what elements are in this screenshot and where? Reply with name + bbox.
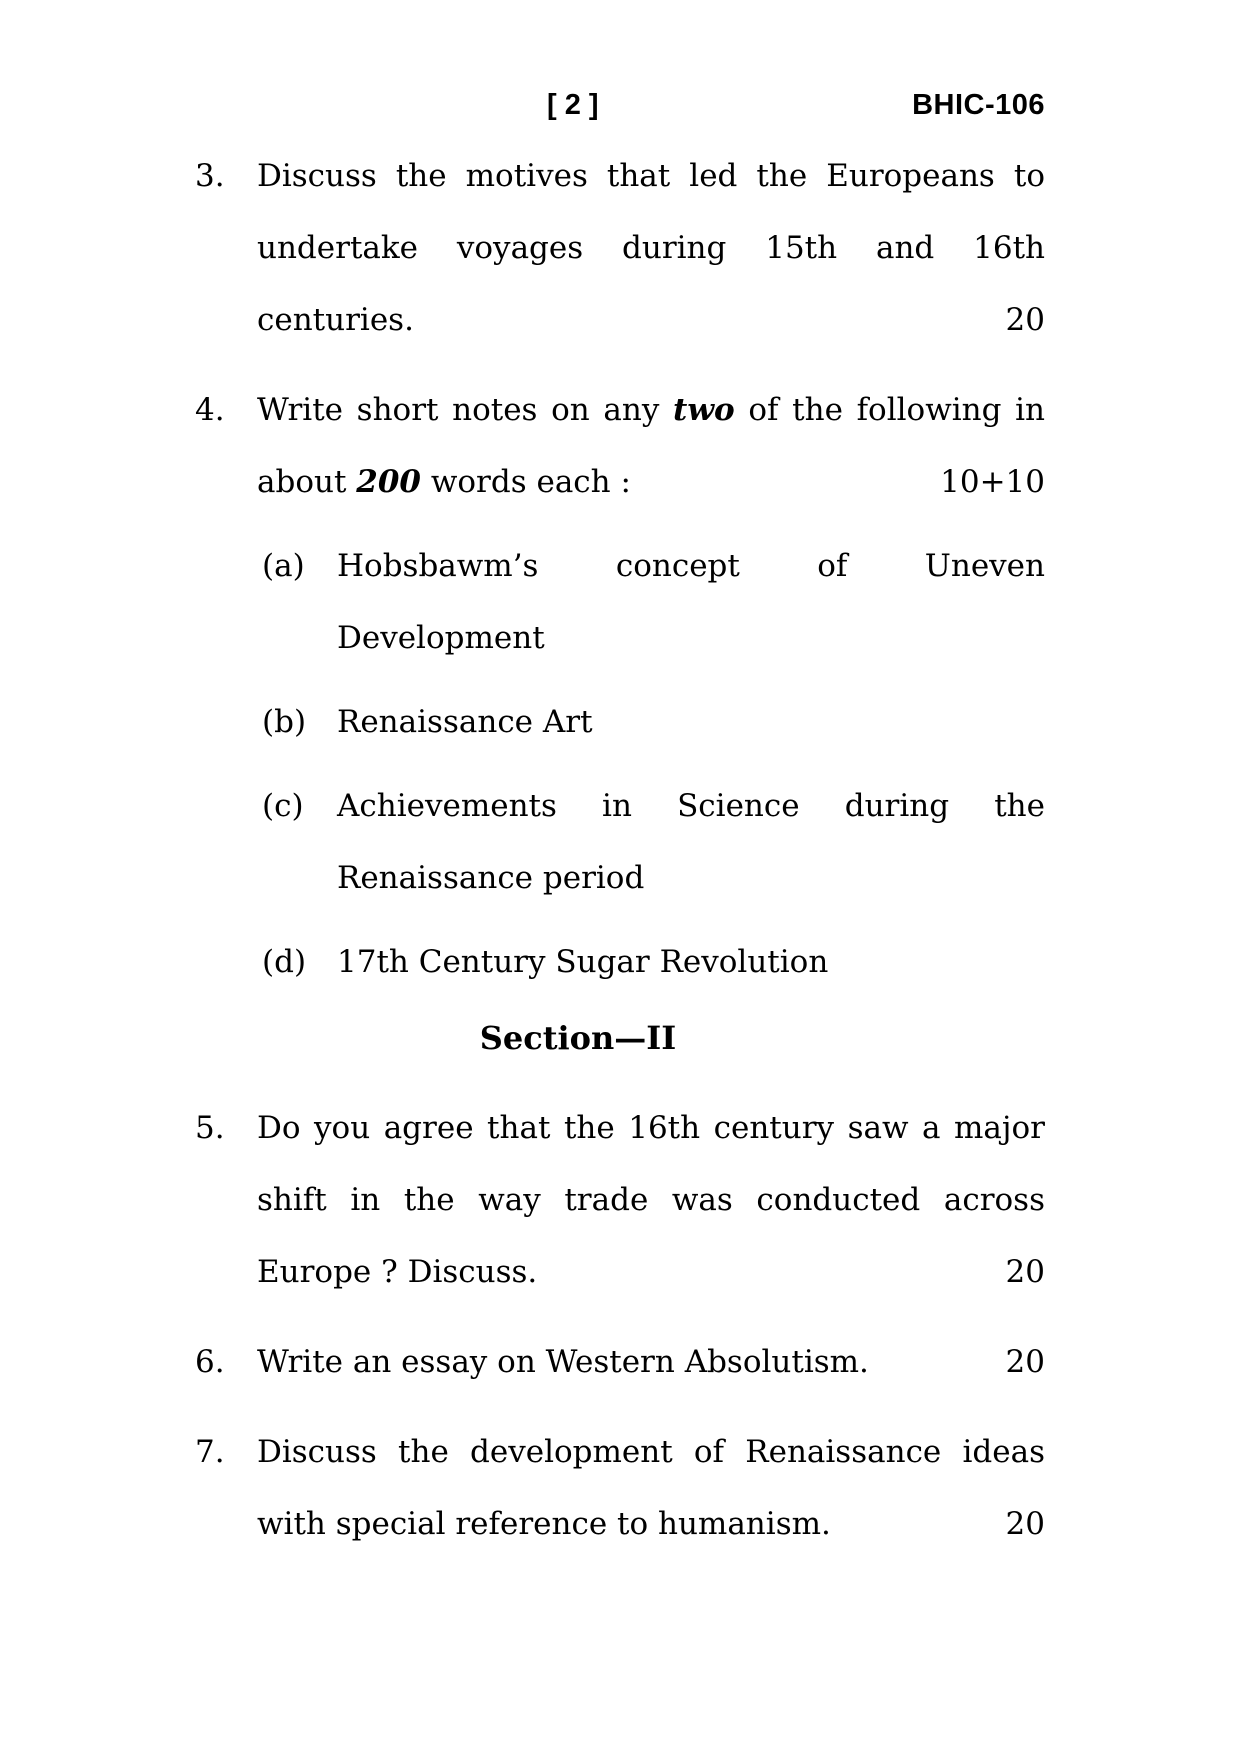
question-text-line: Europe ? Discuss. [257, 1254, 538, 1290]
question-text-line [257, 446, 631, 518]
subitem-text-line: 17th Century Sugar Revolution [337, 944, 829, 980]
subitem-body [337, 926, 1045, 998]
text-segment: words each : [430, 464, 631, 500]
question-text-line: Discuss the motives that led the Europeans to [257, 158, 1045, 194]
subitem-body [337, 770, 1045, 914]
subitem-d [257, 926, 1045, 998]
subitem-body [337, 530, 1045, 674]
question-number: 6. [195, 1344, 225, 1380]
marks-value: 20 [1005, 302, 1045, 338]
question-4 [195, 374, 1045, 998]
text-segment: Write short notes on any [257, 392, 660, 428]
question-last-line [257, 446, 1045, 518]
question-number: 3. [195, 158, 225, 194]
question-text-line: centuries. [257, 302, 414, 338]
question-6 [195, 1326, 1045, 1398]
question-body [257, 1092, 1045, 1308]
question-body [257, 1326, 1045, 1398]
marks-value: 20 [1005, 1506, 1045, 1542]
subitem-text-line: Development [337, 620, 545, 656]
subitem-text-line: Achievements in Science during the [337, 788, 1045, 824]
question-5 [195, 1092, 1045, 1308]
text-segment: of the following in [748, 392, 1045, 428]
question-last-line [257, 1326, 1045, 1398]
question-number: 7. [195, 1434, 225, 1470]
subitem-body [337, 686, 1045, 758]
question-number: 4. [195, 392, 225, 428]
subitem-text-line: Renaissance period [337, 860, 645, 896]
course-code: BHIC-106 [912, 89, 1045, 121]
question-last-line [257, 284, 1045, 356]
subitem-label: (a) [262, 548, 305, 584]
question-text-line: undertake voyages during 15th and 16th [257, 230, 1045, 266]
page-number: [ 2 ] [547, 89, 599, 121]
question-text-line: Do you agree that the 16th century saw a major [257, 1110, 1045, 1146]
question-text-line: with special reference to humanism. [257, 1506, 831, 1542]
question-body [257, 140, 1045, 356]
emphasized-word: 200 [356, 464, 421, 500]
subitem-text-line: Renaissance Art [337, 704, 593, 740]
marks-value: 20 [1005, 1344, 1045, 1380]
subitem-label: (d) [262, 944, 307, 980]
question-text-line: shift in the way trade was conducted across [257, 1182, 1045, 1218]
emphasized-word: two [673, 392, 735, 428]
text-segment: about [257, 464, 347, 500]
page-content [195, 0, 1045, 1560]
subitem-label: (b) [262, 704, 307, 740]
section-heading: Section—II [479, 1019, 677, 1057]
question-text-line: Discuss the development of Renaissance ideas [257, 1434, 1045, 1470]
question-body [257, 374, 1045, 998]
subitem-list [257, 530, 1045, 998]
question-last-line [257, 1236, 1045, 1308]
question-number: 5. [195, 1110, 225, 1146]
subitem-b [257, 686, 1045, 758]
page-header [195, 88, 1045, 122]
question-3 [195, 140, 1045, 356]
question-last-line [257, 1488, 1045, 1560]
subitem-a [257, 530, 1045, 674]
subitem-text-line: Hobsbawm’s concept of Uneven [337, 548, 1045, 584]
marks-value: 20 [1005, 1254, 1045, 1290]
question-body [257, 1416, 1045, 1560]
subitem-c [257, 770, 1045, 914]
subitem-label: (c) [262, 788, 304, 824]
question-text-line [257, 374, 1045, 446]
marks-value: 10+10 [940, 464, 1045, 500]
question-7 [195, 1416, 1045, 1560]
question-text-line: Write an essay on Western Absolutism. [257, 1344, 869, 1380]
